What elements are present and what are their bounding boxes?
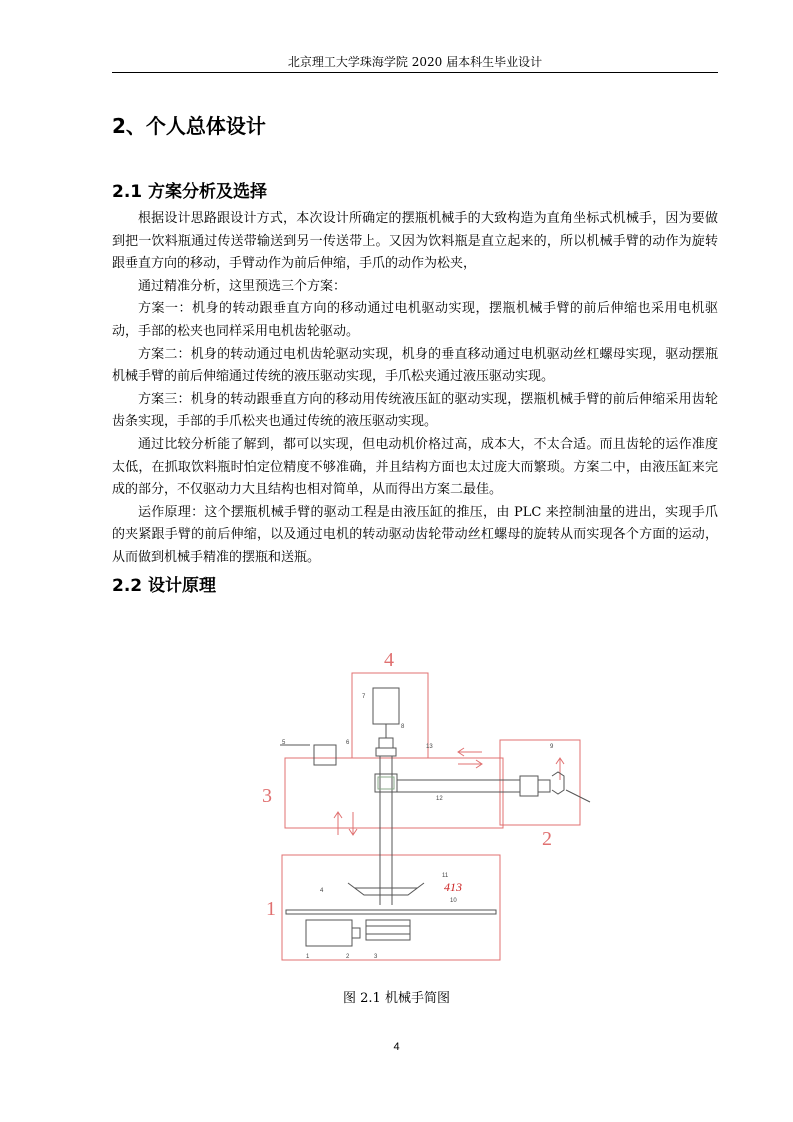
zone-1-box [282,855,500,960]
paragraph: 通过精准分析，这里预选三个方案： [138,278,347,294]
part-label-13: 13 [426,744,433,750]
part-label-10: 10 [450,898,457,904]
part-label-8: 8 [401,724,405,730]
zone-label-4: 4 [384,649,394,671]
paragraph: 方案一：机身的转动跟垂直方向的移动通过电机驱动实现，摆瓶机械手臂的前后伸缩也采用电机驱动，手部的松夹也同样采用电机齿轮驱动。 [112,301,718,339]
zone-label-1: 1 [266,898,276,920]
section-2-1-heading: 2.1 方案分析及选择 [112,182,268,202]
header-rule [112,72,718,73]
robot-arm-diagram [260,640,600,980]
part-label-3: 3 [374,954,378,960]
part-label-7: 7 [362,694,366,700]
zone-3-box [285,758,503,828]
part-label-11: 11 [442,873,449,879]
zone-label-3: 3 [262,785,272,807]
paragraph: 通过比较分析能了解到，都可以实现，但电动机价格过高，成本大，不太合适。而且齿轮的运作准度太低，在抓取饮料瓶时怕定位精度不够准确，并且结构方面也太过庞大而繁琐。方案二中，由液压缸来完成的部分，不仅驱动力大且结构也相对简单，从而得出方案二最佳。 [112,436,718,498]
zone-label-2: 2 [542,828,552,850]
page-number: 4 [393,1041,400,1053]
paragraph: 方案三：机身的转动跟垂直方向的移动用传统液压缸的驱动实现，摆瓶机械手臂的前后伸缩采用齿轮齿条实现，手部的手爪松夹也通过传统的液压驱动实现。 [112,391,718,430]
part-label-4: 4 [320,888,324,894]
handwritten-note: 413 [444,880,462,894]
figure-caption: 图 2.1 机械手简图 [343,991,450,1006]
section-2-1-body [112,208,718,570]
part-label-5: 5 [282,740,286,746]
paragraph: 根据设计思路跟设计方式，本次设计所确定的摆瓶机械手的大致构造为直角坐标式机械手，因为要做到把一饮料瓶通过传送带输送到另一传送带上。又因为饮料瓶是直立起来的，所以机械手臂的动作为旋转跟垂直方向的移动，手臂动作为前后伸缩，手爪的动作为松夹， [112,211,718,272]
paragraph: 运作原理：这个摆瓶机械手臂的驱动工程是由液压缸的推压，由 PLC 来控制油量的进出，实现手爪的夹紧跟手臂的前后伸缩，以及通过电机的转动驱动齿轮带动丝杠螺母的旋转从而实现各个方面的运动，从而做到机械手精准的摆瓶和送瓶。 [112,504,718,565]
part-label-6: 6 [346,740,350,746]
section-2-2-heading: 2.2 设计原理 [112,576,217,596]
part-label-1: 1 [306,954,310,960]
part-label-2: 2 [346,954,350,960]
page-header: 北京理工大学珠海学院 2020 届本科生毕业设计 [287,55,543,69]
part-label-12: 12 [436,796,443,802]
part-label-9: 9 [550,744,554,750]
paragraph: 方案二：机身的转动通过电机齿轮驱动实现，机身的垂直移动通过电机驱动丝杠螺母实现，驱动摆瓶机械手臂的前后伸缩通过传统的液压驱动实现，手爪松夹通过液压驱动实现。 [112,346,718,385]
section-2-heading: 2、个人总体设计 [112,114,266,138]
zone-2-box [500,740,580,825]
zone-4-box [352,673,428,758]
